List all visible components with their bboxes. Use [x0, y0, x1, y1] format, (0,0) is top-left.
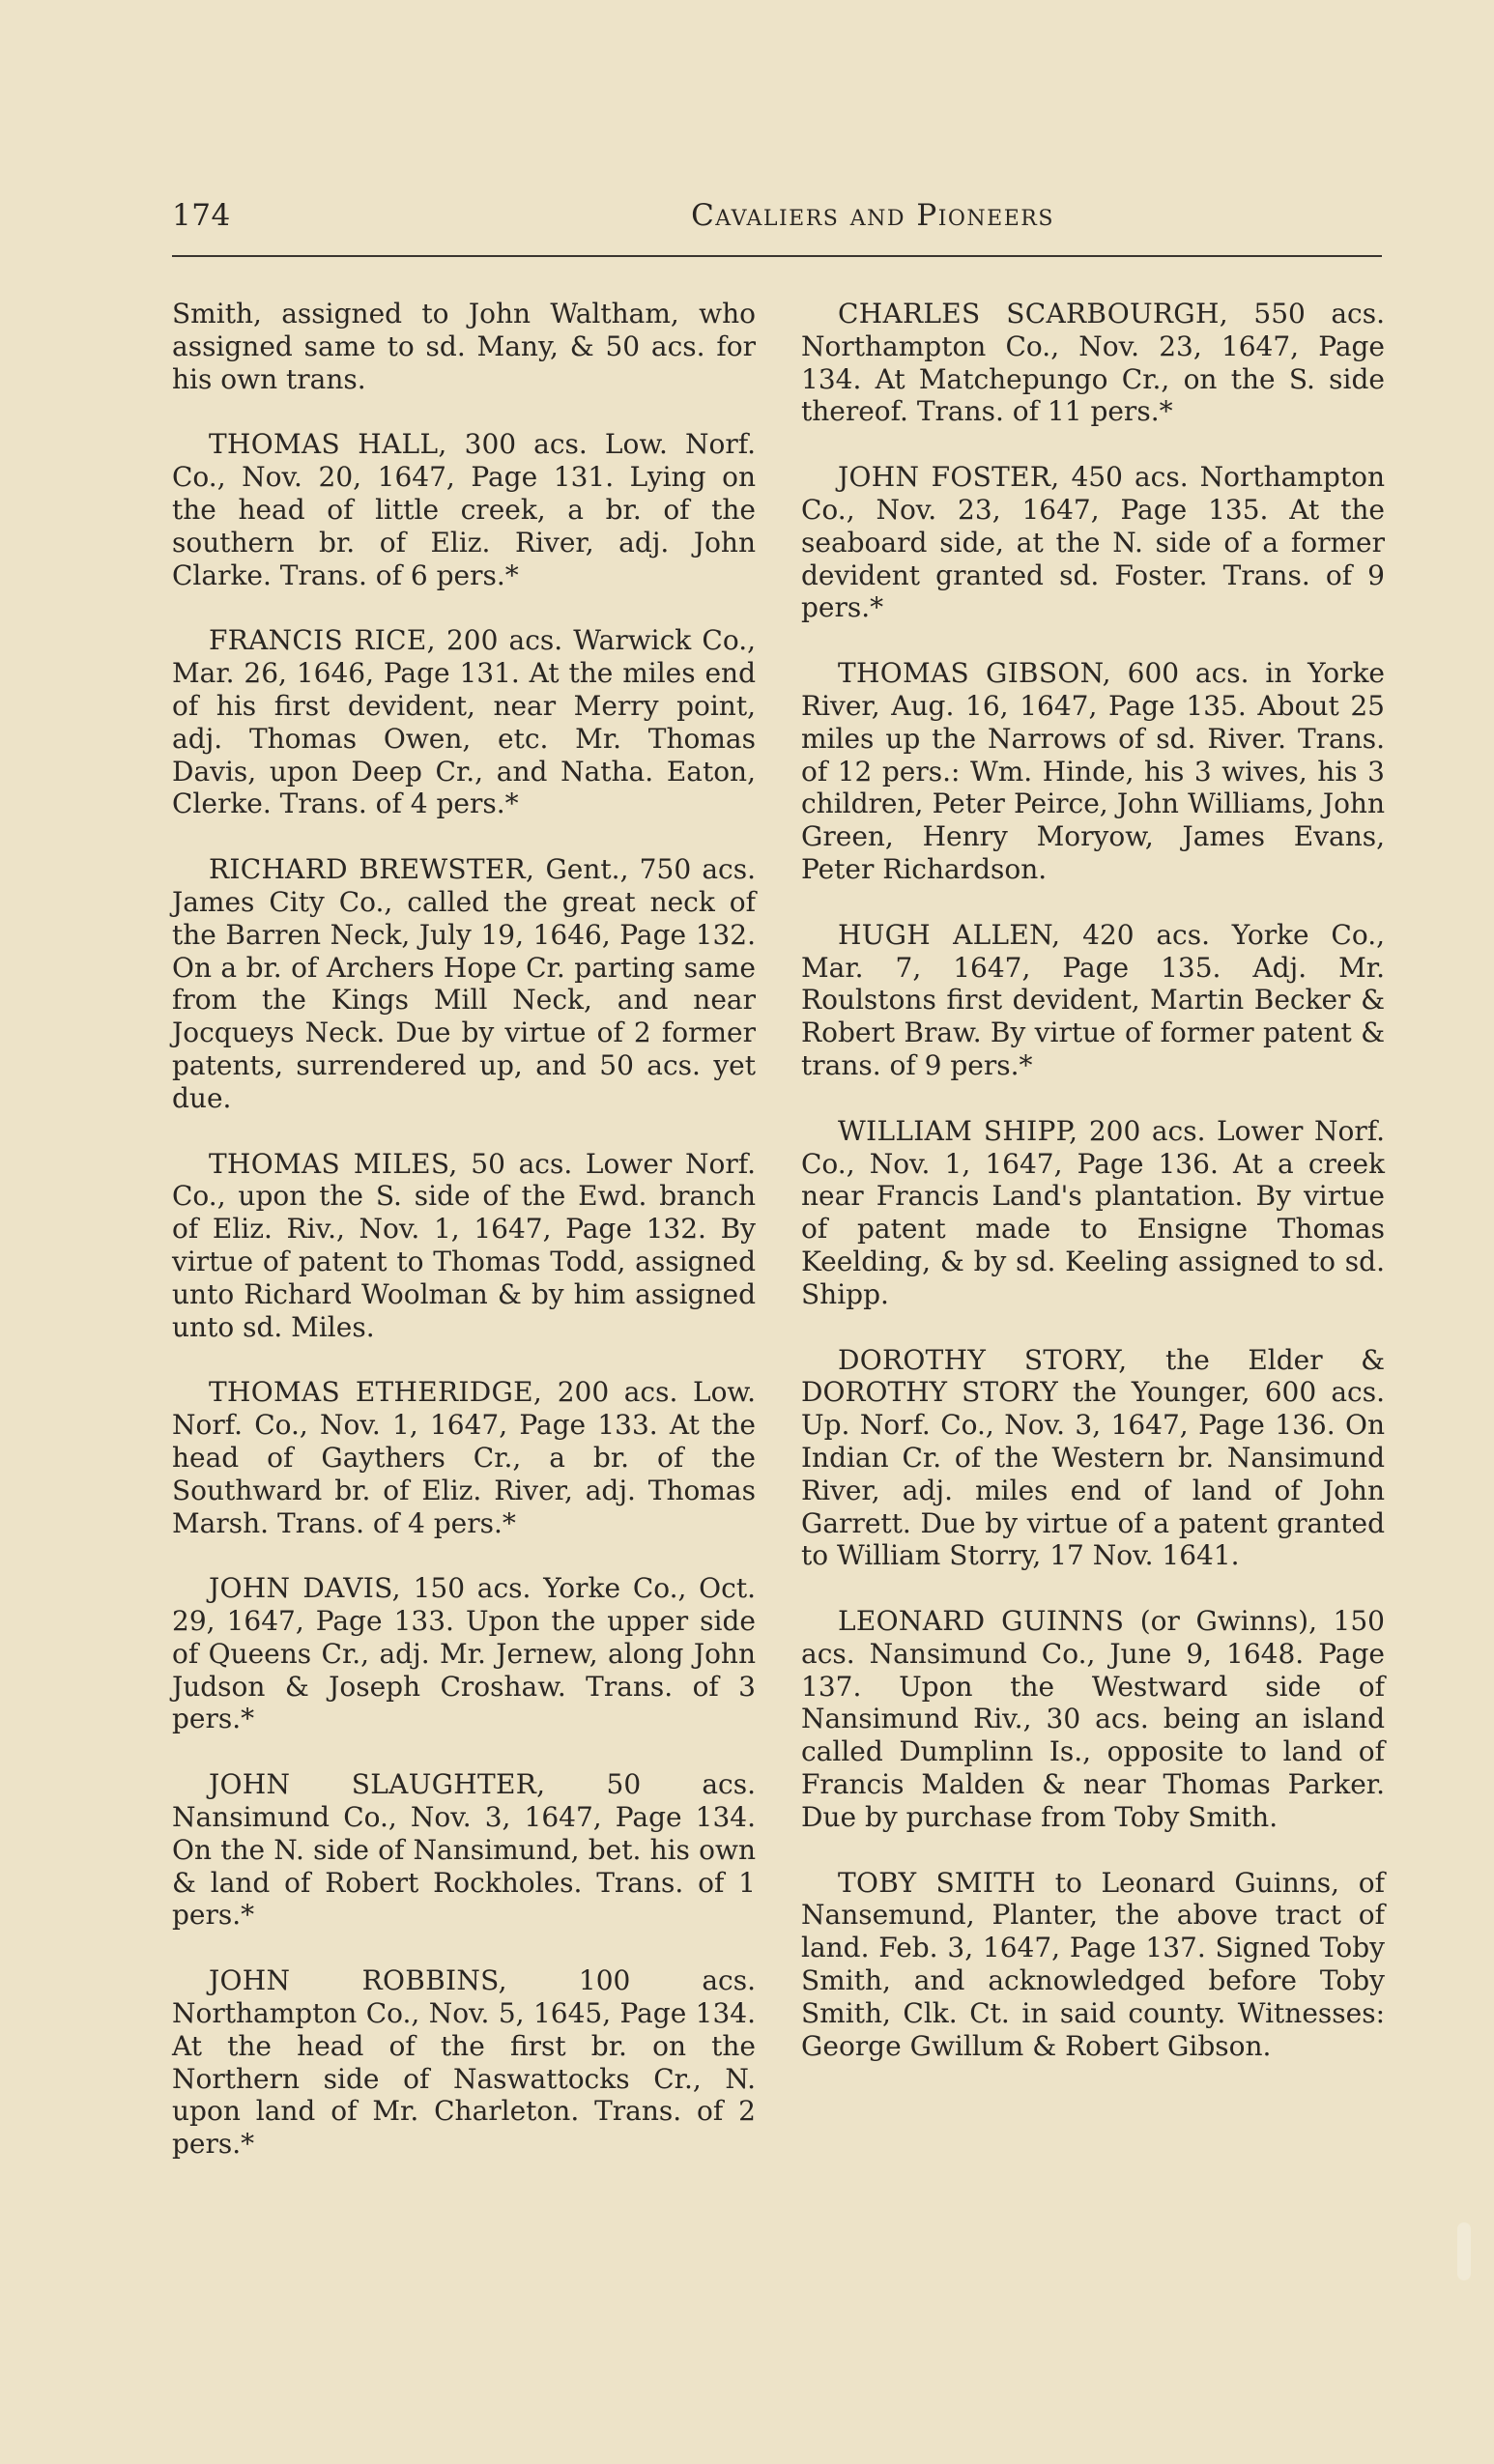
entry-text: (or Gwinns), 150 acs. Nansimund Co., June 9, 1648. Page 137. Upon the Westward side of Nansimund Riv., 30 acs. being an island called Dumplinn Is., opposite to land of Francis Malden & near Thomas Parker. Due by purchase from Toby Smith.: [801, 1605, 1385, 1833]
entry-john-davis: [172, 1572, 756, 1735]
entry-name: THOMAS GIBSON,: [838, 657, 1111, 690]
entry-text: to Leonard Guinns, of Nansemund, Planter, the above tract of land. Feb. 3, 1647, Page 137. Signed Toby Smith, and acknowledged before Toby Smith, Clk. Ct. in said county. Witnesses: George Gwillum & Robert Gibson.: [801, 1866, 1385, 2062]
paper-stain: [1457, 2222, 1471, 2280]
entry-name: THOMAS ETHERIDGE,: [209, 1376, 543, 1409]
header-rule: [172, 255, 1382, 257]
entry-text: 100 acs. Northampton Co., Nov. 5, 1645, Page 134. At the head of the first br. on the Northern side of Naswattocks Cr., N. upon land of Mr. Charleton. Trans. of 2 pers.*: [172, 1964, 756, 2161]
entry-dorothy-story: [801, 1344, 1385, 1573]
entry-text: 50 acs. Nansimund Co., Nov. 3, 1647, Page 134. On the N. side of Nansimund, bet. his own & land of Robert Rockholes. Trans. of 1 pers.*: [172, 1768, 756, 1932]
entry-thomas-gibson: [801, 657, 1385, 886]
entry-name: THOMAS HALL,: [209, 428, 447, 461]
entry-text: 200 acs. Warwick Co., Mar. 26, 1646, Page 131. At the miles end of his first devident, near Merry point, adj. Thomas Owen, etc. Mr. Thomas Davis, upon Deep Cr., and Natha. Eaton, Clerke. Trans. of 4 pers.*: [172, 624, 756, 820]
entry-thomas-hall: [172, 428, 756, 591]
entry-name: WILLIAM SHIPP,: [838, 1114, 1078, 1147]
entry-toby-smith: [801, 1867, 1385, 2063]
entry-name: FRANCIS RICE,: [209, 624, 436, 657]
entry-name: JOHN DAVIS,: [209, 1572, 401, 1605]
entry-text: 420 acs. Yorke Co., Mar. 7, 1647, Page 135. Adj. Mr. Roulstons first devident, Martin Becker & Robert Braw. By virtue of former patent & trans. of 9 pers.*: [801, 918, 1385, 1081]
right-column: [801, 298, 1385, 2095]
entry-text: Smith, assigned to John Waltham, who assigned same to sd. Many, & 50 acs. for his own trans.: [172, 298, 756, 395]
entry-text: Gent., 750 acs. James City Co., called the great neck of the Barren Neck, July 19, 1646, Page 132. On a br. of Archers Hope Cr. parting same from the Kings Mill Neck, and near Jocqueys Neck. Due by virtue of 2 former patents, surrendered up, and 50 acs. yet due.: [172, 853, 756, 1114]
entry-john-foster: [801, 461, 1385, 624]
entry-name: JOHN ROBBINS,: [209, 1964, 507, 1997]
entry-richard-brewster: [172, 853, 756, 1114]
entry-name: RICHARD BREWSTER,: [209, 853, 535, 886]
entry-text: 300 acs. Low. Norf. Co., Nov. 20, 1647, Page 131. Lying on the head of little creek, a br. of the southern br. of Eliz. River, adj. John Clarke. Trans. of 6 pers.*: [172, 428, 756, 591]
entry-text: 150 acs. Yorke Co., Oct. 29, 1647, Page 133. Upon the upper side of Queens Cr., adj. Mr. Jernew, along John Judson & Joseph Croshaw. Trans. of 3 pers.*: [172, 1572, 756, 1735]
entry-text: the Elder & DOROTHY STORY the Younger, 600 acs. Up. Norf. Co., Nov. 3, 1647, Page 136. On Indian Cr. of the Western br. Nansimund River, adj. miles end of land of John Garrett. Due by virtue of a patent granted to William Storry, 17 Nov. 1641.: [801, 1343, 1385, 1572]
left-column: [172, 298, 756, 2193]
entry-name: DOROTHY STORY,: [838, 1343, 1128, 1376]
entry-name: JOHN SLAUGHTER,: [209, 1768, 546, 1801]
entry-text: 50 acs. Lower Norf. Co., upon the S. side of the Ewd. branch of Eliz. Riv., Nov. 1, 1647, Page 132. By virtue of patent to Thomas Todd, assigned unto Richard Woolman & by him assigned unto sd. Miles.: [172, 1147, 756, 1343]
entry-text: 200 acs. Low. Norf. Co., Nov. 1, 1647, Page 133. At the head of Gaythers Cr., a br. of the Southward br. of Eliz. River, adj. Thomas Marsh. Trans. of 4 pers.*: [172, 1376, 756, 1539]
entry-leonard-guinns: [801, 1605, 1385, 1834]
running-title: Cavaliers and Pioneers: [691, 198, 1054, 233]
entry-name: THOMAS MILES,: [209, 1147, 458, 1180]
entry-john-slaughter: [172, 1768, 756, 1932]
entry-francis-rice: [172, 624, 756, 820]
entry-name: LEONARD GUINNS: [838, 1605, 1125, 1638]
entry-john-robbins: [172, 1964, 756, 2161]
entry-charles-scarbourgh: [801, 298, 1385, 428]
entry-name: CHARLES SCARBOURGH,: [838, 298, 1228, 329]
entry-william-shipp: [801, 1115, 1385, 1311]
entry-hugh-allen: [801, 919, 1385, 1082]
entry-thomas-etheridge: [172, 1376, 756, 1539]
entry-text: 600 acs. in Yorke River, Aug. 16, 1647, Page 135. About 25 miles up the Narrows of sd. River. Trans. of 12 pers.: Wm. Hinde, his 3 wives, his 3 children, Peter Peirce, John Williams, John Green, Henry Moryow, James Evans, Peter Richardson.: [801, 657, 1385, 885]
page-number: 174: [172, 198, 231, 233]
entry-continuation: [172, 298, 756, 395]
entry-text: 550 acs. Northampton Co., Nov. 23, 1647, Page 134. At Matchepungo Cr., on the S. side thereof. Trans. of 11 pers.*: [801, 298, 1385, 428]
entry-text: 450 acs. Northampton Co., Nov. 23, 1647, Page 135. At the seaboard side, at the N. side of a former devident granted sd. Foster. Trans. of 9 pers.*: [801, 461, 1385, 624]
entry-thomas-miles: [172, 1148, 756, 1344]
entry-text: 200 acs. Lower Norf. Co., Nov. 1, 1647, Page 136. At a creek near Francis Land's plantation. By virtue of patent made to Ensigne Thomas Keelding, & by sd. Keeling assigned to sd. Shipp.: [801, 1114, 1385, 1310]
entry-name: JOHN FOSTER,: [838, 461, 1060, 494]
entry-name: TOBY SMITH: [838, 1866, 1036, 1899]
entry-name: HUGH ALLEN,: [838, 918, 1061, 951]
page-header: [172, 198, 1382, 256]
